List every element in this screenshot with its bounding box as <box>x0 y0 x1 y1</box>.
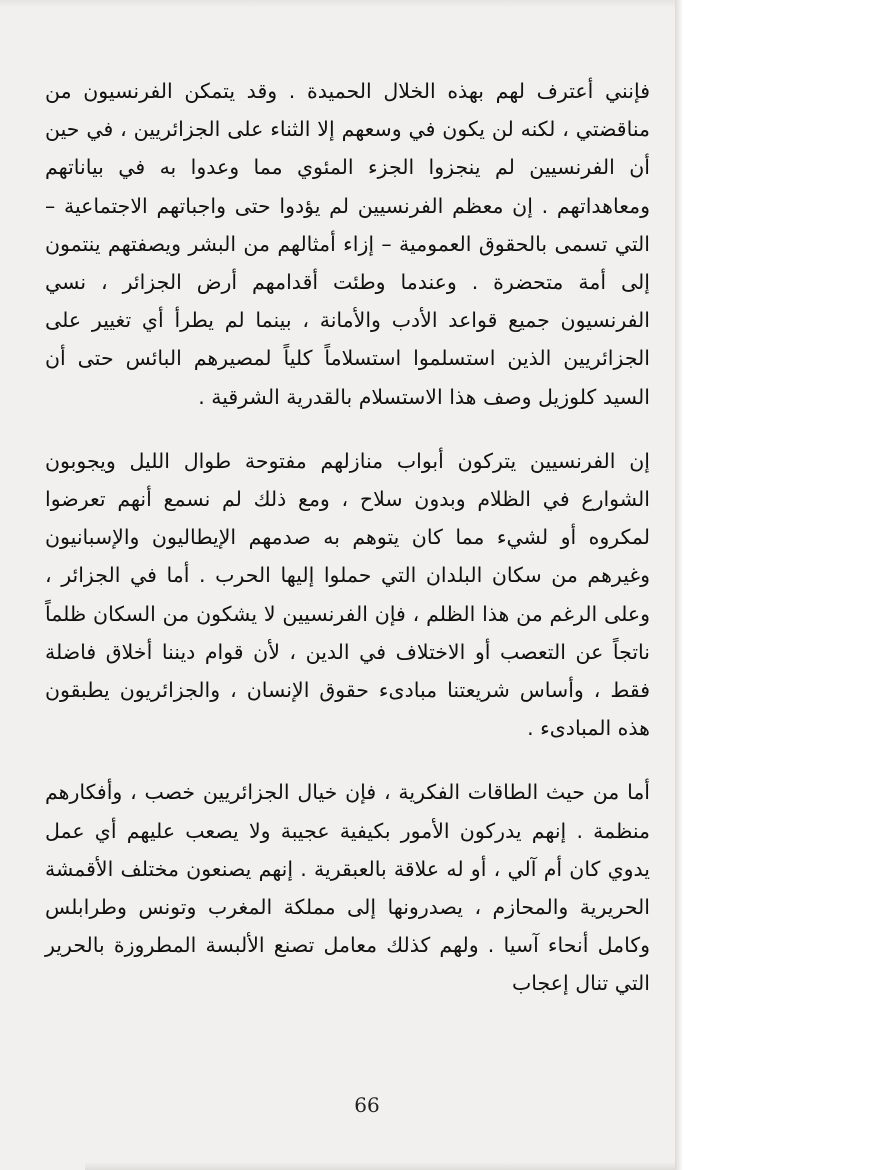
page-edge-shadow <box>675 0 683 1170</box>
scan-margin <box>680 0 895 1170</box>
paragraph-3: أما من حيث الطاقات الفكرية ، فإن خيال الجزائريين خصب ، وأفكارهم منظمة . إنهم يدركون الأمور بكيفية عجيبة ولا يصعب عليهم أي عمل يدوي كان أم آلي ، أو له علاقة بالعبقرية . إنهم يصنعون مختلف الأقمشة الحريرية والمحازم ، يصدرونها إلى مملكة المغرب وتونس وطرابلس وكامل أنحاء آسيا . ولهم كذلك معامل تصنع الألبسة المطروزة بالحرير التي تنال إعجاب <box>45 780 650 996</box>
paragraph-2: إن الفرنسيين يتركون أبواب منازلهم مفتوحة طوال الليل ويجوبون الشوارع في الظلام وبدون سلاح ، ومع ذلك لم نسمع أنهم تعرضوا لمكروه أو لشيء مما كان يتوهم به صدمهم الإيطاليون والإسبانيون وغيرهم من سكان البلدان التي حملوا إليها الحرب . أما في الجزائر ، وعلى الرغم من هذا الظلم ، فإن الفرنسيين لا يشكون من السكان ظلماً ناتجاً عن التعصب أو الاختلاف في الدين ، لأن قوام ديننا أخلاق فاضلة فقط ، وأساس شريعتنا مبادىء حقوق الإنسان ، والجزائريون يطبقون هذه المبادىء . <box>45 448 650 741</box>
page-top-edge <box>0 0 680 8</box>
paragraph-1: فإنني أعترف لهم بهذه الخلال الحميدة . وقد يتمكن الفرنسيون من مناقضتي ، لكنه لن يكون في وسعهم إلا الثناء على الجزائريين ، في حين أن الفرنسيين لم ينجزوا الجزء المئوي مما وعدوا به في بياناتهم ومعاهداتهم . إن معظم الفرنسيين لم يؤدوا حتى واجباتهم الاجتماعية – التي تسمى بالحقوق العمومية – إزاء أمثالهم من البشر ويصفتهم ينتمون إلى أمة متحضرة . وعندما وطئت أقدامهم أرض الجزائر ، نسي الفرنسيون جميع قواعد الأدب والأمانة ، بينما لم يطرأ أي تغيير على الجزائريين الذين استسلموا استسلاماً كلياً لمصيرهم البائس حتى أن السيد كلوزيل وصف هذا الاستسلام بالقدرية الشرقية . <box>45 79 650 409</box>
body-text <box>45 72 650 1003</box>
page-number: 66 <box>354 1093 380 1117</box>
page-bottom-edge <box>85 1162 675 1170</box>
